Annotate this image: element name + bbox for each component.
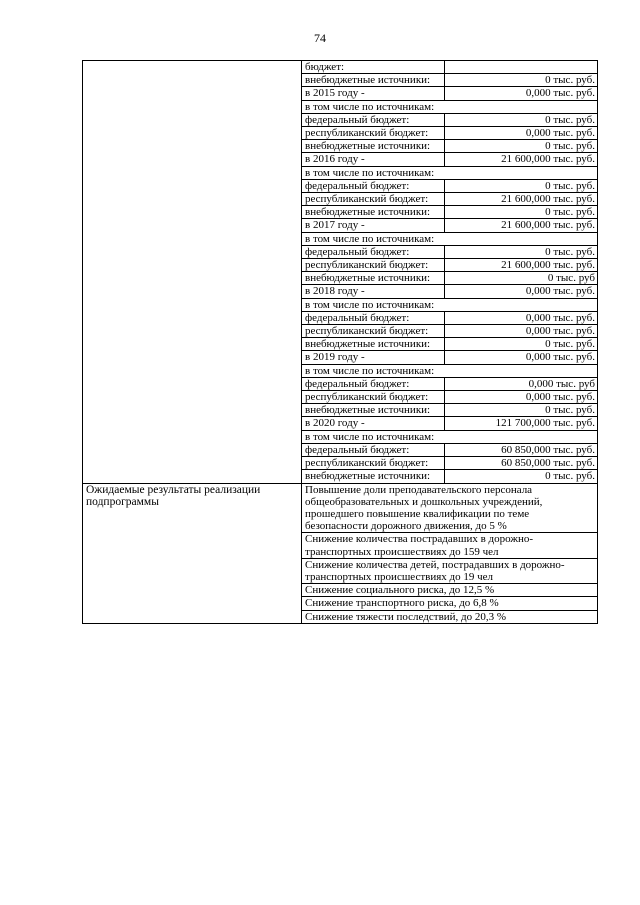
funding-label: в 2016 году - [302,153,445,166]
funding-amount: 60 850,000 тыс. руб. [445,443,598,456]
result-item: Снижение транспортного риска, до 6,8 % [302,597,598,610]
funding-label: федеральный бюджет: [302,113,445,126]
funding-label: федеральный бюджет: [302,179,445,192]
funding-amount: 0,000 тыс. руб. [445,351,598,364]
funding-amount [445,61,598,74]
funding-label: внебюджетные источники: [302,470,445,483]
funding-label: в 2019 году - [302,351,445,364]
funding-label: федеральный бюджет: [302,443,445,456]
funding-label: в 2017 году - [302,219,445,232]
funding-amount: 21 600,000 тыс. руб. [445,153,598,166]
funding-row [83,61,598,74]
funding-label: федеральный бюджет: [302,311,445,324]
funding-label: внебюджетные источники: [302,140,445,153]
funding-amount: 0,000 тыс. руб. [445,285,598,298]
funding-amount: 0 тыс. руб [445,272,598,285]
funding-label: республиканский бюджет: [302,391,445,404]
funding-amount: 0,000 тыс. руб. [445,311,598,324]
funding-subheader: в том числе по источникам: [302,166,598,179]
program-passport-table [82,60,598,624]
funding-label: внебюджетные источники: [302,404,445,417]
funding-label: внебюджетные источники: [302,338,445,351]
funding-amount: 21 600,000 тыс. руб. [445,193,598,206]
funding-subheader: в том числе по источникам: [302,232,598,245]
result-row [83,483,598,533]
funding-section [83,61,598,484]
funding-subheader: в том числе по источникам: [302,430,598,443]
funding-amount: 121 700,000 тыс. руб. [445,417,598,430]
funding-amount: 0,000 тыс. руб. [445,391,598,404]
funding-label: внебюджетные источники: [302,74,445,87]
funding-label: внебюджетные источники: [302,206,445,219]
funding-subheader: в том числе по источникам: [302,364,598,377]
funding-label: бюджет: [302,61,445,74]
result-item: Повышение доли преподавательского персонала общеобразовательных и дошкольных учреждений, прошедшего повышение квалификации по теме безопасности дорожного движения, до 5 % [302,483,598,533]
funding-label: в 2018 году - [302,285,445,298]
funding-left-cell [83,61,302,484]
funding-label: федеральный бюджет: [302,377,445,390]
funding-label: в 2015 году - [302,87,445,100]
funding-label: республиканский бюджет: [302,193,445,206]
funding-amount: 0,000 тыс. руб [445,377,598,390]
funding-label: республиканский бюджет: [302,457,445,470]
results-header: Ожидаемые результаты реализации подпрограммы [83,483,302,623]
funding-amount: 0 тыс. руб. [445,206,598,219]
funding-amount: 0,000 тыс. руб. [445,87,598,100]
funding-label: федеральный бюджет: [302,245,445,258]
funding-amount: 0 тыс. руб. [445,113,598,126]
result-item: Снижение тяжести последствий, до 20,3 % [302,610,598,623]
results-section [83,483,598,623]
funding-amount: 0,000 тыс. руб. [445,325,598,338]
funding-amount: 60 850,000 тыс. руб. [445,457,598,470]
funding-label: внебюджетные источники: [302,272,445,285]
funding-amount: 0 тыс. руб. [445,179,598,192]
funding-label: республиканский бюджет: [302,325,445,338]
result-item: Снижение социального риска, до 12,5 % [302,584,598,597]
result-item: Снижение количества детей, пострадавших в дорожно-транспортных происшествиях до 19 чел [302,558,598,583]
funding-label: в 2020 году - [302,417,445,430]
page-number: 74 [314,31,326,45]
funding-amount: 0 тыс. руб. [445,470,598,483]
funding-amount: 21 600,000 тыс. руб. [445,259,598,272]
funding-label: республиканский бюджет: [302,259,445,272]
funding-amount: 0 тыс. руб. [445,140,598,153]
funding-subheader: в том числе по источникам: [302,100,598,113]
funding-amount: 0 тыс. руб. [445,338,598,351]
funding-amount: 0 тыс. руб. [445,404,598,417]
funding-subheader: в том числе по источникам: [302,298,598,311]
funding-label: республиканский бюджет: [302,127,445,140]
funding-amount: 0 тыс. руб. [445,245,598,258]
funding-amount: 0,000 тыс. руб. [445,127,598,140]
funding-amount: 21 600,000 тыс. руб. [445,219,598,232]
result-item: Снижение количества пострадавших в дорожно-транспортных происшествиях до 159 чел [302,533,598,558]
funding-amount: 0 тыс. руб. [445,74,598,87]
